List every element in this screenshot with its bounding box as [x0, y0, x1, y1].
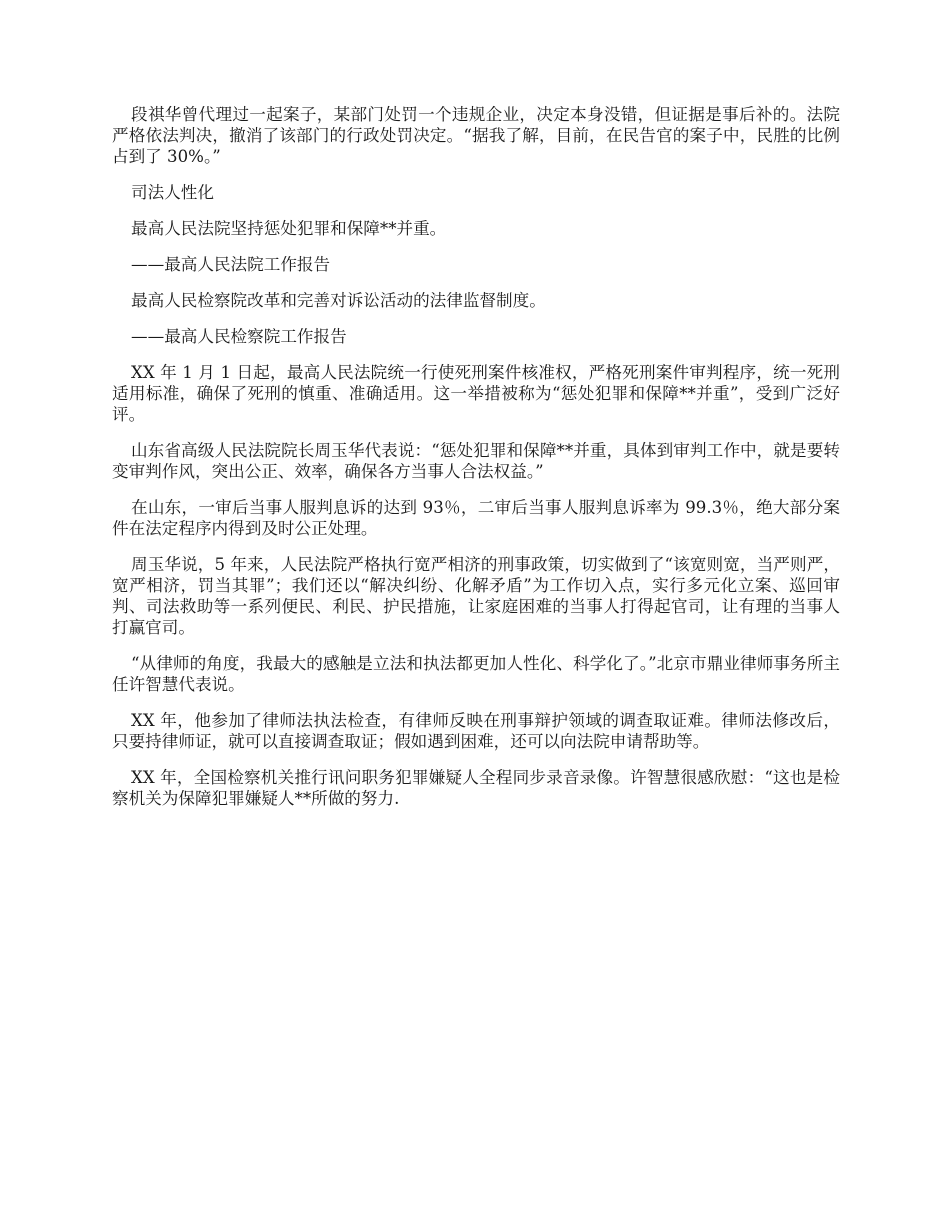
document-body: [112, 104, 840, 824]
paragraph-13: XX 年，全国检察机关推行讯问职务犯罪嫌疑人全程同步录音录像。许智慧很感欣慰：“这也是检察机关为保障犯罪嫌疑人**所做的努力.: [112, 768, 840, 808]
section-heading: 司法人性化: [131, 183, 214, 202]
paragraph-9: 在山东，一审后当事人服判息诉的达到 93％，二审后当事人服判息诉率为 99.3％，绝大部分案件在法定程序内得到及时公正处理。: [112, 498, 840, 538]
paragraph-11: “从律师的角度，我最大的感触是立法和执法都更加人性化、科学化了。”北京市鼎业律师事务所主任许智慧代表说。: [112, 654, 840, 694]
paragraph-7: XX 年 1 月 1 日起，最高人民法院统一行使死刑案件核准权，严格死刑案件审判程序，统一死刑适用标准，确保了死刑的慎重、准确适用。这一举措被称为“惩处犯罪和保障**并重”，受到广泛好评。: [112, 363, 840, 424]
quote-source-supreme-court: ——最高人民法院工作报告: [131, 255, 331, 274]
paragraph-1: 段祺华曾代理过一起案子，某部门处罚一个违规企业，决定本身没错，但证据是事后补的。法院严格依法判决，撤消了该部门的行政处罚决定。“据我了解，目前，在民告官的案子中，民胜的比例占到了 30%。”: [112, 105, 840, 166]
quote-source-procuratorate: ——最高人民检察院工作报告: [131, 327, 347, 346]
quote-supreme-court: 最高人民法院坚持惩处犯罪和保障**并重。: [131, 219, 447, 238]
paragraph-12: XX 年，他参加了律师法执法检查，有律师反映在刑事辩护领域的调查取证难。律师法修改后，只要持律师证，就可以直接调查取证；假如遇到困难，还可以向法院申请帮助等。: [112, 711, 840, 751]
paragraph-8: 山东省高级人民法院院长周玉华代表说：“惩处犯罪和保障**并重，具体到审判工作中，就是要转变审判作风，突出公正、效率，确保各方当事人合法权益。”: [112, 441, 840, 481]
paragraph-10: 周玉华说，5 年来，人民法院严格执行宽严相济的刑事政策，切实做到了“该宽则宽，当严则严，宽严相济，罚当其罪”；我们还以“解决纠纷、化解矛盾”为工作切入点，实行多元化立案、巡回审判、司法救助等一系列便民、利民、护民措施，让家庭困难的当事人打得起官司，让有理的当事人打赢官司。: [112, 555, 840, 637]
quote-procuratorate: 最高人民检察院改革和完善对诉讼活动的法律监督制度。: [131, 291, 546, 310]
